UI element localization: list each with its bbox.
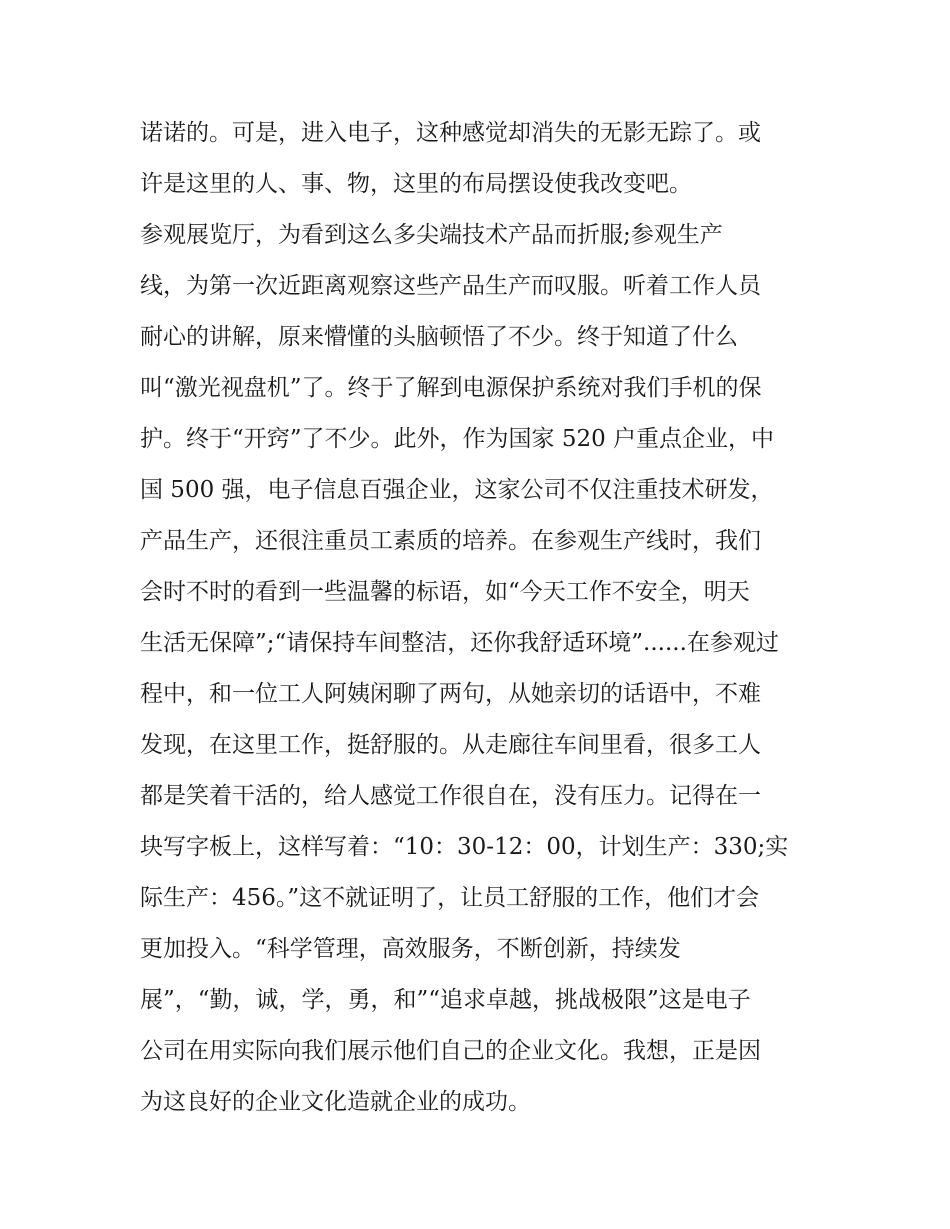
- text-line: 际生产：456。”这不就证明了，让员工舒服的工作，他们才会: [140, 885, 760, 911]
- text-line: 为这良好的企业文化造就企业的成功。: [140, 1089, 531, 1115]
- text-line: 许是这里的人、事、物，这里的布局摆设使我改变吧。: [140, 171, 692, 197]
- text-line: 参观展览厅，为看到这么多尖端技术产品而折服;参观生产: [140, 222, 723, 248]
- text-line: 更加投入。“科学管理，高效服务，不断创新，持续发: [140, 936, 681, 962]
- text-line: 程中，和一位工人阿姨闲聊了两句，从她亲切的话语中，不难: [140, 681, 761, 707]
- text-line: 发现，在这里工作，挺舒服的。从走廊往车间里看，很多工人: [140, 732, 761, 758]
- text-line: 展”，“勤，诚，学，勇，和”“追求卓越，挑战极限”这是电子: [140, 987, 751, 1013]
- text-line: 公司在用实际向我们展示他们自己的企业文化。我想，正是因: [140, 1038, 761, 1064]
- text-line: 耐心的讲解，原来懵懂的头脑顿悟了不少。终于知道了什么: [140, 324, 738, 350]
- text-line: 国 500 强，电子信息百强企业，这家公司不仅注重技术研发，: [140, 477, 774, 503]
- text-line: 生活无保障”;“请保持车间整洁，还你我舒适环境”......在参观过: [140, 630, 779, 656]
- text-line: 会时不时的看到一些温馨的标语，如“今天工作不安全，明天: [140, 579, 750, 605]
- text-line: 块写字板上，这样写着：“10：30-12：00，计划生产：330;实: [140, 834, 789, 860]
- text-line: 护。终于“开窍”了不少。此外，作为国家 520 户重点企业，中: [140, 426, 775, 452]
- body-text: [140, 108, 830, 1128]
- text-line: 叫“激光视盘机”了。终于了解到电源保护系统对我们手机的保: [140, 375, 762, 401]
- text-line: 都是笑着干活的，给人感觉工作很自在，没有压力。记得在一: [140, 783, 761, 809]
- text-line: 产品生产，还很注重员工素质的培养。在参观生产线时，我们: [140, 528, 761, 554]
- text-line: 线，为第一次近距离观察这些产品生产而叹服。听着工作人员: [140, 273, 761, 299]
- text-line: 诺诺的。可是，进入电子，这种感觉却消失的无影无踪了。或: [140, 120, 761, 146]
